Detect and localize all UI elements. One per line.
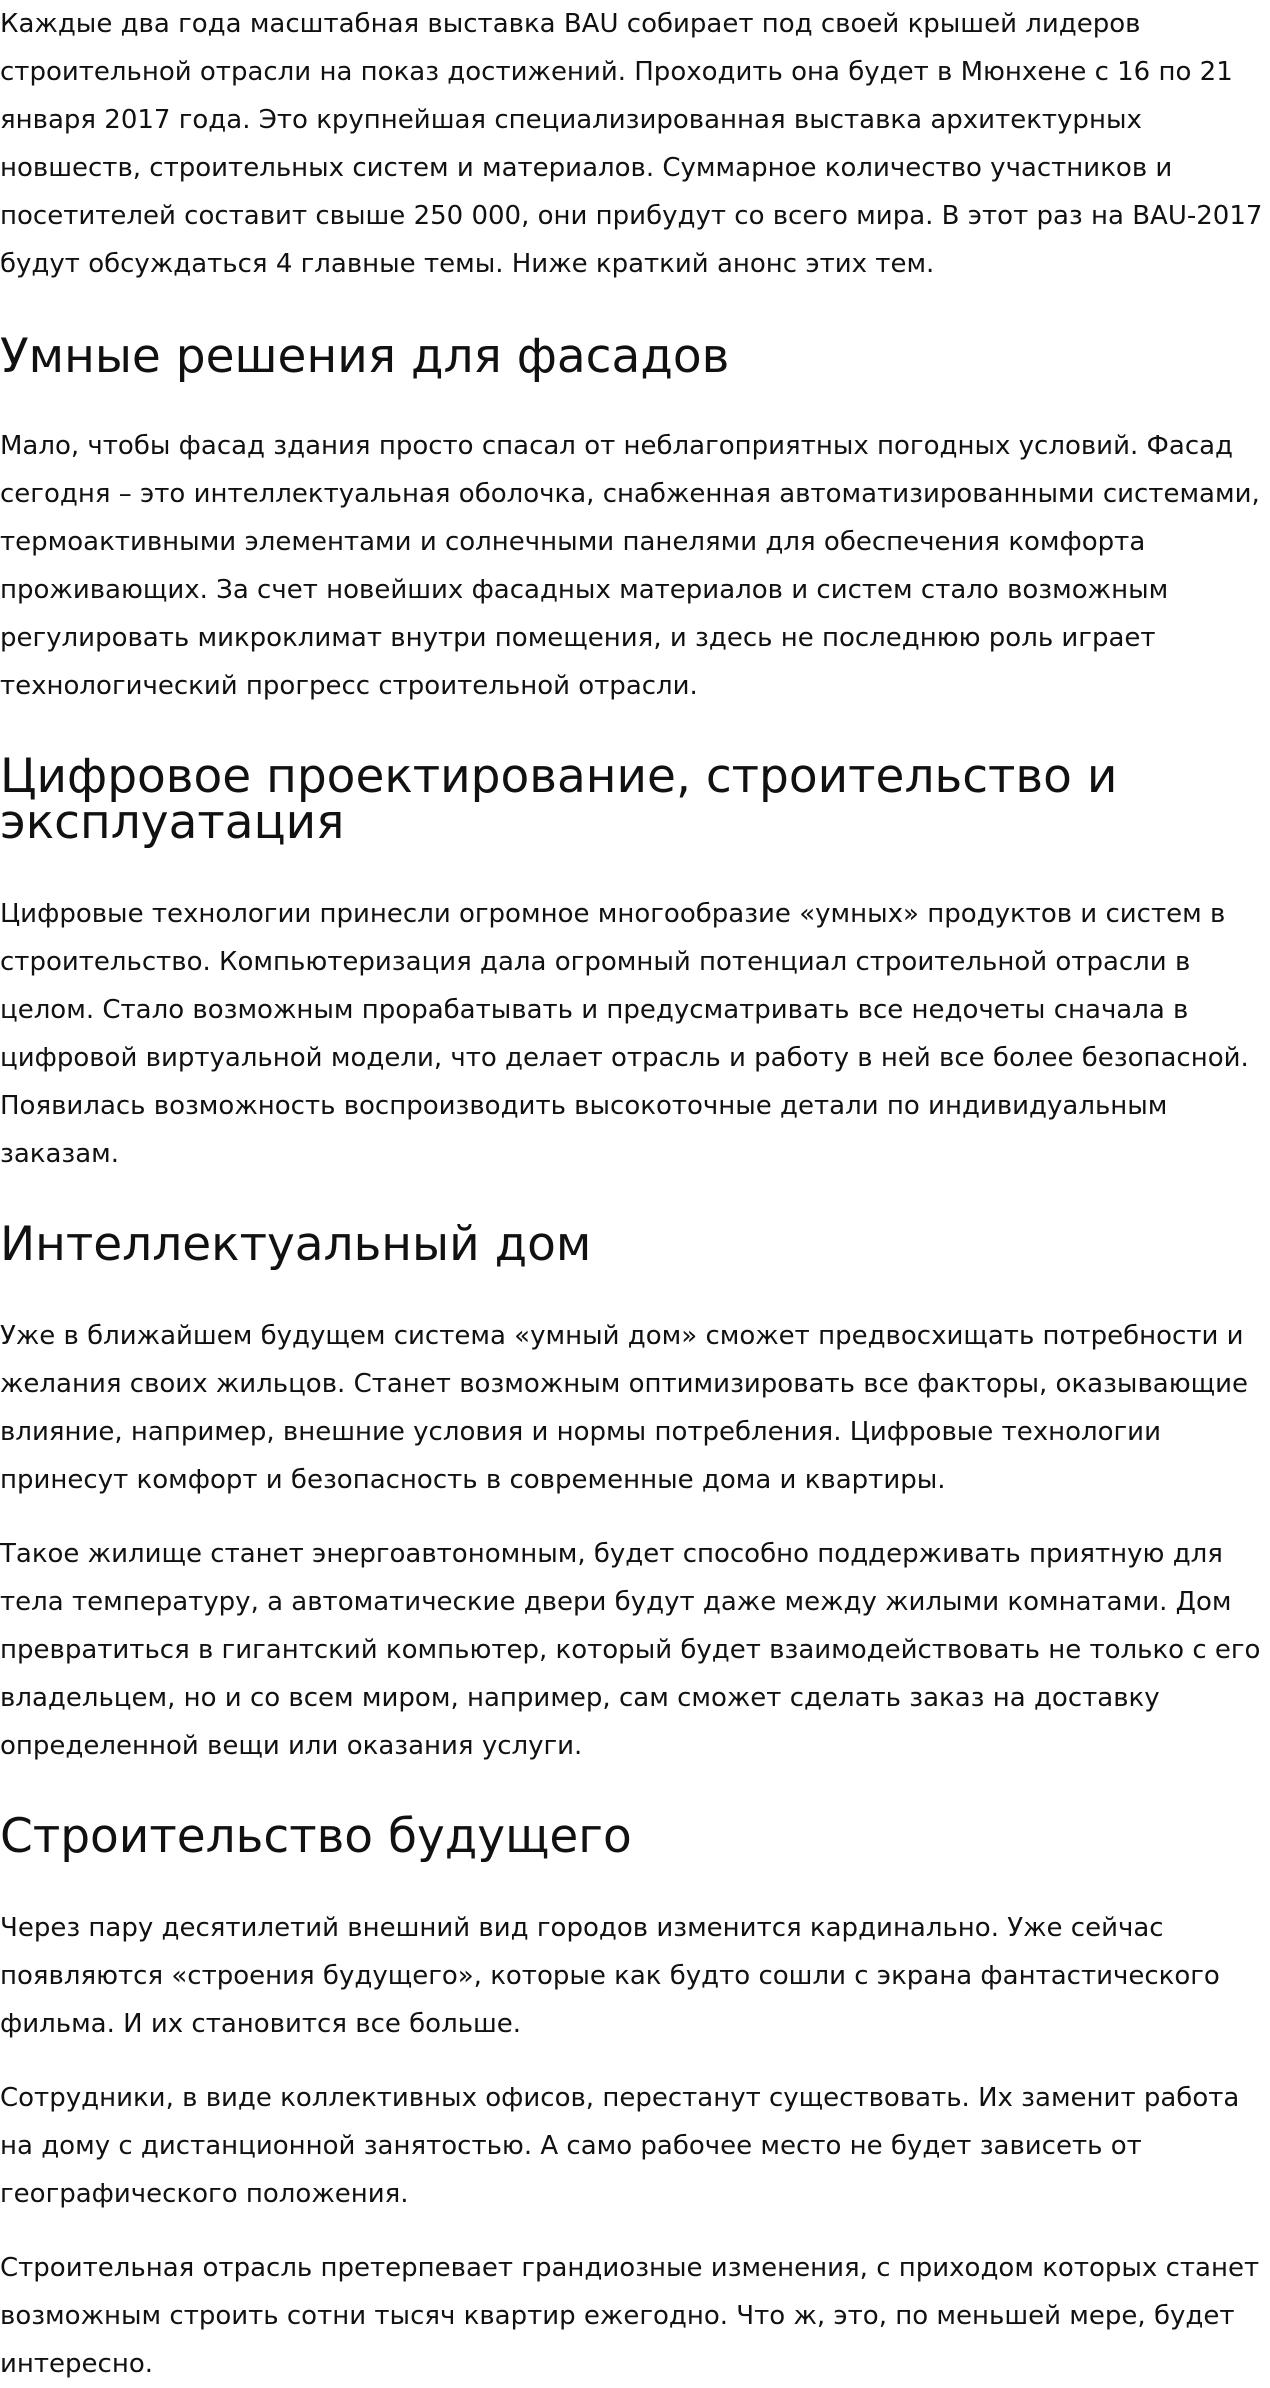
section-heading-facades: Умные решения для фасадов: [0, 329, 730, 384]
section-heading-digital: Цифровое проектирование, строительство и эксплуатация: [0, 749, 1118, 850]
section-paragraph: Строительная отрасль претерпевает грандиозные изменения, с приходом которых станет возможным строить сотни тысяч квартир ежегодно. Что ж, это, по меньшей мере, будет интересно.: [0, 2253, 1260, 2379]
section-paragraph: Сотрудники, в виде коллективных офисов, перестанут существовать. Их заменит работа на дому с дистанционной занятостью. А само рабочее место не будет зависеть от географического положения.: [0, 2083, 1240, 2209]
section-paragraph: Мало, чтобы фасад здания просто спасал от неблагоприятных погодных условий. Фасад сегодня – это интеллектуальная оболочка, снабженная автоматизированными системами, термоактивными элементами и солнечными панелями для обеспечения комфорта проживающих. За счет новейших фасадных материалов и систем стало возможным регулировать микроклимат внутри помещения, и здесь не последнюю роль играет технологический прогресс строительной отрасли.: [0, 431, 1260, 701]
section-paragraph: Цифровые технологии принесли огромное многообразие «умных» продуктов и систем в строительство. Компьютеризация дала огромный потенциал строительной отрасли в целом. Стало возможным прорабатывать и предусматривать все недочеты сначала в цифровой виртуальной модели, что делает отрасль и работу в ней все более безопасной. Появилась возможность воспроизводить высокоточные детали по индивидуальным заказам.: [0, 899, 1249, 1169]
section-paragraph: Через пару десятилетий внешний вид городов изменится кардинально. Уже сейчас появляются «строения будущего», которые как будто сошли с экрана фантастического фильма. И их становится все больше.: [0, 1913, 1220, 2039]
intro-paragraph: Каждые два года масштабная выставка BAU собирает под своей крышей лидеров строительной отрасли на показ достижений. Проходить она будет в Мюнхене с 16 по 21 января 2017 года. Это крупнейшая специализированная выставка архитектурных новшеств, строительных систем и материалов. Суммарное количество участников и посетителей составит свыше 250 000, они прибудут со всего мира. В этот раз на BAU-2017 будут обсуждаться 4 главные темы. Ниже краткий анонс этих тем.: [0, 9, 1263, 279]
section-paragraph: Такое жилище станет энергоавтономным, будет способно поддерживать приятную для тела температуру, а автоматические двери будут даже между жилыми комнатами. Дом превратиться в гигантский компьютер, который будет взаимодействовать не только с его владельцем, но и со всем миром, например, сам сможет сделать заказ на доставку определенной вещи или оказания услуги.: [0, 1539, 1261, 1761]
section-heading-future-construction: Строительство будущего: [0, 1809, 632, 1864]
section-heading-smart-home: Интеллектуальный дом: [0, 1217, 592, 1272]
section-paragraph: Уже в ближайшем будущем система «умный дом» сможет предвосхищать потребности и желания своих жильцов. Станет возможным оптимизировать все факторы, оказывающие влияние, например, внешние условия и нормы потребления. Цифровые технологии принесут комфорт и безопасность в современные дома и квартиры.: [0, 1321, 1248, 1495]
